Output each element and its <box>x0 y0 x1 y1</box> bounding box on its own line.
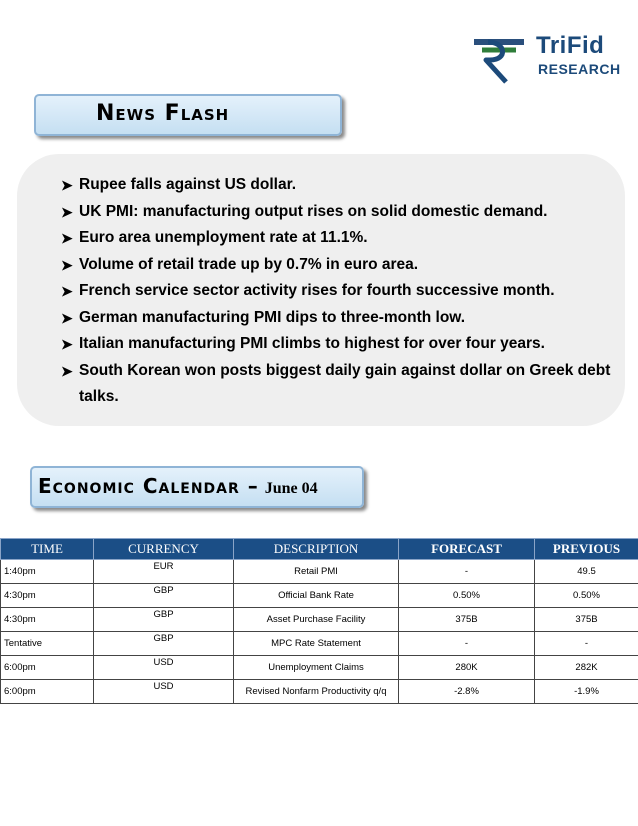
cell-time: Tentative <box>1 632 94 656</box>
header-previous: PREVIOUS <box>535 539 638 560</box>
cell-currency: GBP <box>94 632 234 656</box>
table-header-row <box>1 539 638 560</box>
arrow-bullet-icon: ➤ <box>61 256 73 273</box>
news-item: ➤ Volume of retail trade up by 0.7% in euro area. <box>61 252 611 279</box>
cell-currency: USD <box>94 680 234 704</box>
arrow-bullet-icon: ➤ <box>61 177 73 193</box>
economic-calendar-banner <box>30 466 364 508</box>
cell-description: Official Bank Rate <box>234 584 399 608</box>
table-row <box>1 632 638 656</box>
cell-description: Revised Nonfarm Productivity q/q <box>234 680 399 704</box>
cell-time: 6:00pm <box>1 680 94 704</box>
logo-name: TriFid <box>536 32 605 59</box>
cell-previous: 375B <box>535 608 638 632</box>
news-item: ➤ German manufacturing PMI dips to three-month low. <box>61 305 611 332</box>
economic-calendar-table <box>0 538 638 704</box>
news-item: ➤ South Korean won posts biggest daily gain against dollar on Greek debt talks. <box>61 358 611 411</box>
cell-description: Retail PMI <box>234 560 399 584</box>
cell-forecast: - <box>399 632 535 656</box>
arrow-bullet-icon: ➤ <box>61 309 73 326</box>
arrow-bullet-icon: ➤ <box>61 362 73 379</box>
news-item: ➤ UK PMI: manufacturing output rises on solid domestic demand. <box>61 199 611 226</box>
cell-forecast: 280K <box>399 656 535 680</box>
table-row <box>1 608 638 632</box>
table-row <box>1 680 638 704</box>
cell-description: Asset Purchase Facility <box>234 608 399 632</box>
news-item: ➤ French service sector activity rises for fourth successive month. <box>61 278 611 305</box>
header-description: DESCRIPTION <box>234 539 399 560</box>
cell-forecast: - <box>399 560 535 584</box>
cell-previous: - <box>535 632 638 656</box>
logo-subtitle: RESEARCH <box>538 61 621 77</box>
cell-description: Unemployment Claims <box>234 656 399 680</box>
table-row <box>1 584 638 608</box>
header-currency: CURRENCY <box>94 539 234 560</box>
trifid-logo <box>472 34 622 84</box>
news-item: ➤ Italian manufacturing PMI climbs to highest for over four years. <box>61 331 611 358</box>
table-row <box>1 560 638 584</box>
economic-calendar-title: Economic Calendar – June 04 <box>38 474 318 498</box>
cell-time: 4:30pm <box>1 608 94 632</box>
news-flash-title: News Flash <box>96 101 230 126</box>
cell-currency: GBP <box>94 608 234 632</box>
cell-forecast: -2.8% <box>399 680 535 704</box>
news-flash-box <box>17 154 625 426</box>
cell-time: 4:30pm <box>1 584 94 608</box>
cell-description: MPC Rate Statement <box>234 632 399 656</box>
news-flash-banner <box>34 94 342 136</box>
news-list <box>61 172 611 411</box>
cell-time: 1:40pm <box>1 560 94 584</box>
table-row <box>1 656 638 680</box>
cell-currency: GBP <box>94 584 234 608</box>
cell-time: 6:00pm <box>1 656 94 680</box>
news-item: ➤ Euro area unemployment rate at 11.1%. <box>61 225 611 252</box>
cell-forecast: 0.50% <box>399 584 535 608</box>
arrow-bullet-icon: ➤ <box>61 230 73 246</box>
cell-previous: 0.50% <box>535 584 638 608</box>
calendar-date: June 04 <box>264 480 318 497</box>
cell-currency: EUR <box>94 560 234 584</box>
arrow-bullet-icon: ➤ <box>61 283 73 299</box>
arrow-bullet-icon: ➤ <box>61 336 73 352</box>
header-forecast: FORECAST <box>399 539 535 560</box>
header-time: TIME <box>1 539 94 560</box>
cell-previous: -1.9% <box>535 680 638 704</box>
news-item: ➤ Rupee falls against US dollar. <box>61 172 611 199</box>
arrow-bullet-icon: ➤ <box>61 203 73 220</box>
cell-forecast: 375B <box>399 608 535 632</box>
cell-currency: USD <box>94 656 234 680</box>
cell-previous: 282K <box>535 656 638 680</box>
cell-previous: 49.5 <box>535 560 638 584</box>
rupee-logo-icon <box>472 34 530 84</box>
